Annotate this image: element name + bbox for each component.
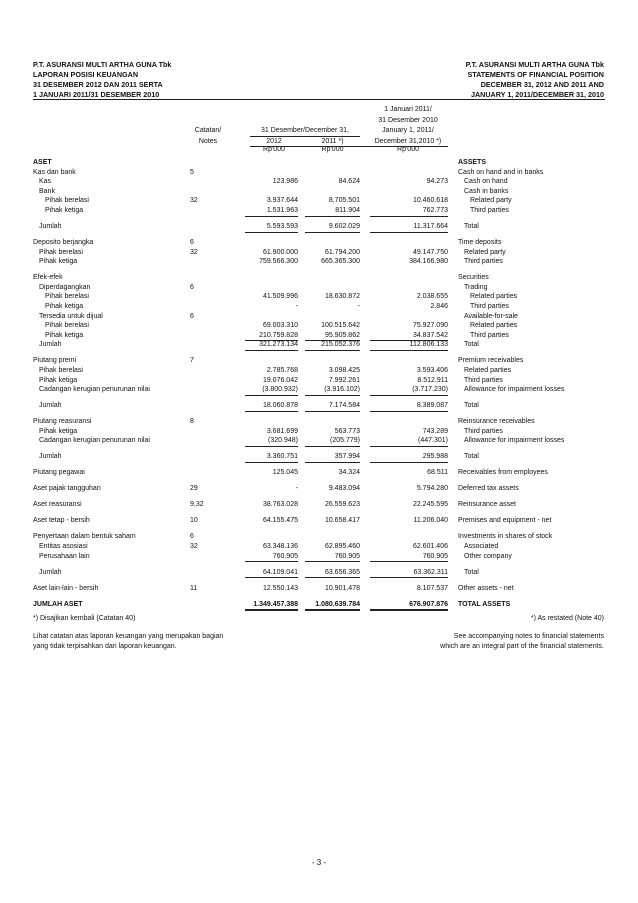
value-2010: 5.794.280	[416, 485, 448, 493]
value-2010: 34.837.542	[370, 331, 448, 342]
row-label-id: Pihak ketiga	[39, 376, 78, 384]
value-2012: -	[295, 303, 298, 310]
value-2010: (3.717.230)	[370, 385, 448, 396]
row-label-id: Kas	[39, 178, 52, 186]
row-label-id: Pihak ketiga	[45, 331, 84, 339]
value-2011: (205.779)	[305, 436, 360, 447]
value-2012: (320.948)	[245, 436, 298, 447]
notes-column-header	[183, 126, 233, 147]
value-2011: 10.901.478	[324, 584, 360, 592]
value-2010: 75.927.090	[412, 322, 448, 330]
jan1-header-line: December 31,2010 *)	[374, 137, 442, 145]
row-label-en: Other company	[464, 552, 512, 560]
row-note: 8	[190, 418, 194, 426]
value-2010: 8.512.911	[417, 376, 448, 384]
row-label-en: Deferred tax assets	[458, 485, 519, 493]
row-label-id: Tersedia untuk dijual	[39, 312, 103, 320]
row-note: 32	[190, 248, 198, 256]
row-note: 6	[190, 283, 194, 291]
row-label-id: Jumlah	[39, 453, 62, 461]
row-label-id: Cadangan kerugian penurunan nilai	[39, 386, 150, 394]
row-note: 11	[190, 584, 198, 592]
value-2011: 563.773	[334, 427, 360, 435]
value-2012: 1.531.963	[245, 206, 298, 217]
value-2012: 321.273.134	[245, 340, 298, 351]
row-label-en: Premium receivables	[458, 357, 524, 365]
value-2012: 125.045	[272, 469, 298, 477]
value-2011: 26.559.623	[324, 501, 360, 509]
row-label-id: Piutang premi	[33, 357, 77, 365]
notes-ref-line: which are an integral part of the financial statements.	[440, 643, 604, 650]
notes-ref-line: See accompanying notes to financial statements	[453, 633, 604, 640]
jan1-header-line: January 1, 2011/	[382, 127, 434, 134]
value-2011: 7.992.261	[328, 376, 360, 384]
value-2012: 41.509.996	[262, 293, 298, 301]
row-label-en: Cash on hand and in banks	[458, 168, 544, 176]
value-2011: 34.324	[338, 469, 360, 477]
value-2011: 100.515.642	[321, 322, 360, 330]
row-label-id: Jumlah	[39, 402, 62, 410]
value-2012: 64.155.475	[262, 517, 298, 525]
row-label-en: Reinsurance asset	[458, 501, 516, 509]
row-label-id: Jumlah	[39, 568, 62, 576]
row-label-en: Third parties	[464, 427, 503, 435]
value-2011: 9.602.029	[305, 222, 360, 233]
year-2011-header: 2011 *)	[321, 137, 344, 145]
row-label-id: Pihak berelasi	[39, 367, 83, 374]
row-label-en: Time deposits	[458, 239, 502, 246]
value-2011: 18.630.872	[324, 293, 360, 301]
value-2010: 384.166.980	[409, 258, 448, 266]
row-label-id: Pihak ketiga	[39, 258, 78, 266]
row-label-id: Jumlah	[39, 223, 62, 230]
row-label-en: Associated	[464, 543, 499, 550]
value-2011: 665.365.300	[321, 258, 360, 266]
row-label-id: ASET	[33, 159, 52, 166]
row-label-en: Third parties	[464, 376, 503, 384]
value-2010: 8.389.087	[370, 401, 448, 412]
row-note: 10	[190, 517, 198, 525]
notes-reference-id	[33, 632, 223, 652]
value-2011: 8.705.501	[328, 197, 360, 205]
value-2010: 295.988	[370, 452, 448, 463]
row-label-id: Perusahaan lain	[39, 552, 90, 560]
dec31-underline	[250, 136, 360, 137]
notes-header-line: Catatan/	[194, 127, 222, 134]
row-label-id: Pihak berelasi	[45, 293, 89, 301]
row-label-en: Related parties	[464, 367, 512, 374]
value-2012: 1.349.457.388	[245, 600, 298, 612]
header-left-line: 1 JANUARI 2011/31 DESEMBER 2010	[33, 90, 160, 99]
value-2012: 3.681.699	[266, 427, 298, 435]
row-note: 32	[190, 543, 198, 550]
value-2011: 811.904	[305, 206, 360, 217]
value-2011: 215.052.376	[305, 340, 360, 351]
row-label-id: JUMLAH ASET	[33, 600, 83, 608]
value-2011: (3.916.102)	[305, 385, 360, 396]
row-label-en: Securities	[458, 274, 489, 282]
row-label-id: Kas dan bank	[33, 168, 76, 176]
row-label-id: Pihak ketiga	[39, 427, 78, 435]
value-2011: 1.080.639.784	[305, 600, 360, 612]
row-label-en: Allowance for impairment losses	[464, 386, 565, 394]
header-left	[33, 60, 171, 100]
row-label-id: Efek-efek	[33, 274, 63, 282]
value-2010: 8.107.537	[416, 584, 448, 592]
row-label-id: Piutang reasuransi	[33, 418, 92, 426]
page-number: - 3 -	[311, 858, 327, 867]
row-label-id: Pihak berelasi	[39, 248, 83, 256]
value-2010: (447.301)	[370, 436, 448, 447]
value-2010: 94.273	[426, 178, 448, 186]
row-note: 32	[190, 197, 198, 205]
value-2012: 3.360.751	[245, 452, 298, 463]
row-label-id: Aset tetap - bersih	[33, 517, 90, 525]
value-2011: 95.905.862	[305, 331, 360, 342]
row-label-en: Other assets - net	[458, 584, 514, 592]
value-2010: 2.038.655	[416, 293, 448, 301]
value-2012: 38.763.028	[262, 501, 298, 509]
restated-note-id: *) Disajikan kembali (Catatan 40)	[33, 615, 136, 622]
value-2012: 61.900.000	[262, 248, 298, 256]
notes-header-line: Notes	[198, 137, 218, 145]
value-2011: 9.483.094	[328, 485, 360, 493]
row-label-en: Reinsurance receivables	[458, 418, 535, 426]
row-label-en: Premises and equipment - net	[458, 517, 552, 525]
row-label-en: Available-for-sale	[464, 312, 518, 320]
header-right-line: DECEMBER 31, 2012 AND 2011 AND	[480, 80, 604, 89]
row-label-en: Related party	[464, 248, 506, 256]
value-2012: 759.566.300	[259, 258, 298, 266]
jan1-header	[368, 105, 448, 147]
row-note: 6	[190, 239, 194, 246]
row-note: 7	[190, 357, 194, 365]
value-2012: 64.109.041	[245, 568, 298, 579]
value-2011: 760.905	[305, 552, 360, 563]
value-2011: 10.658.417	[324, 517, 360, 525]
row-label-id: Pihak berelasi	[45, 197, 89, 205]
header-left-line: P.T. ASURANSI MULTI ARTHA GUNA Tbk	[33, 60, 172, 69]
row-label-en: Cash in banks	[464, 187, 509, 195]
unit-2010: Rp'000	[397, 146, 419, 153]
value-2012: 5.593.593	[245, 222, 298, 233]
unit-2011: Rp'000	[321, 146, 344, 153]
row-label-id: Piutang pegawai	[33, 469, 85, 477]
row-label-en: Third parties	[470, 331, 509, 339]
row-label-id: Aset lain-lain - bersih	[33, 584, 99, 592]
value-2010: 49.147.750	[412, 248, 448, 256]
value-2012: -	[295, 485, 298, 493]
year-2012-header: 2012	[266, 137, 282, 145]
row-label-id: Diperdagangkan	[39, 283, 91, 291]
years-underline	[250, 146, 448, 147]
row-label-id: Entitas asosiasi	[39, 543, 88, 550]
row-label-id: Pihak ketiga	[45, 207, 84, 214]
value-2012: 210.759.828	[245, 331, 298, 342]
value-2011: -	[357, 303, 360, 310]
value-2012: 19.076.042	[262, 376, 298, 384]
row-label-en: ASSETS	[458, 159, 487, 166]
row-label-en: Total	[464, 402, 479, 410]
row-note: 6	[190, 533, 194, 541]
row-label-en: Investments in shares of stock	[458, 533, 553, 541]
row-note: 9,32	[190, 501, 204, 509]
value-2011: 3.098.425	[328, 367, 360, 374]
value-2012: 123.986	[272, 178, 298, 186]
notes-ref-line: yang tidak terpisahkan dari laporan keuangan.	[33, 643, 177, 650]
value-2010: 760.905	[370, 552, 448, 563]
value-2011: 7.174.584	[305, 401, 360, 412]
header-left-line: LAPORAN POSISI KEUANGAN	[33, 70, 139, 79]
value-2010: 762.773	[370, 206, 448, 217]
row-label-id: Cadangan kerugian penurunan nilai	[39, 437, 150, 445]
value-2010: 62.601.406	[412, 543, 448, 550]
value-2012: 63.348.136	[262, 543, 298, 550]
value-2010: 2.846	[430, 303, 448, 310]
row-label-en: Trading	[464, 283, 488, 291]
value-2011: 63.656.365	[305, 568, 360, 579]
header-left-line: 31 DESEMBER 2012 DAN 2011 SERTA	[33, 80, 163, 89]
row-label-en: Total	[464, 341, 479, 349]
dec31-header: 31 Desember/December 31,	[261, 127, 349, 134]
row-label-en: Total	[464, 568, 479, 576]
value-2010: 63.362.311	[370, 568, 448, 579]
value-2010: 68.511	[427, 469, 448, 477]
value-2010: 11.206.040	[413, 517, 448, 525]
row-label-id: Deposito berjangka	[33, 239, 94, 246]
row-label-id: Pihak berelasi	[45, 322, 89, 330]
row-label-en: Related party	[470, 197, 512, 205]
row-label-en: Total	[464, 453, 479, 461]
row-label-id: Penyertaan dalam bentuk saham	[33, 533, 136, 541]
row-label-id: Bank	[39, 187, 55, 195]
value-2010: 3.593.406	[416, 367, 448, 374]
row-label-id: Jumlah	[39, 341, 62, 349]
value-2011: 61.794.200	[324, 248, 360, 256]
row-label-en: TOTAL ASSETS	[458, 600, 511, 608]
notes-reference-en	[440, 632, 604, 652]
header-right-line: P.T. ASURANSI MULTI ARTHA GUNA Tbk	[465, 60, 604, 69]
row-label-en: Related parties	[470, 322, 518, 330]
header-right-line: JANUARY 1, 2011/DECEMBER 31, 2010	[470, 90, 604, 99]
row-label-en: Total	[464, 223, 479, 230]
header-right-line: STATEMENTS OF FINANCIAL POSITION	[467, 70, 604, 79]
header-right	[466, 60, 604, 100]
header-rule	[33, 99, 605, 100]
value-2010: 22.245.595	[412, 501, 448, 509]
jan1-header-line: 31 Desember 2010	[378, 116, 438, 124]
jan1-header-line: 1 Januari 2011/	[384, 106, 432, 113]
row-label-en: Third parties	[470, 207, 509, 214]
value-2010: 676.907.876	[370, 600, 448, 612]
row-label-en: Cash on hand	[464, 178, 508, 186]
row-label-en: Related parties	[470, 293, 518, 301]
row-note: 6	[190, 312, 194, 320]
value-2012: 69.003.310	[262, 322, 298, 330]
value-2012: 3.937.644	[266, 197, 298, 205]
value-2010: 11.317.664	[370, 222, 448, 233]
restated-note-en: *) As restated (Note 40)	[530, 615, 604, 622]
row-note: 5	[190, 168, 194, 176]
value-2011: 84.624	[338, 178, 360, 186]
value-2012: (3.800.932)	[245, 385, 298, 396]
row-note: 29	[190, 485, 198, 493]
value-2012: 760.905	[245, 552, 298, 563]
value-2012: 2.785.768	[266, 367, 298, 374]
value-2011: 357.994	[305, 452, 360, 463]
row-label-id: Pihak ketiga	[45, 303, 84, 310]
value-2012: 18.060.878	[245, 401, 298, 412]
row-label-id: Aset pajak tangguhan	[33, 485, 101, 493]
value-2011: 62.895.460	[324, 543, 360, 550]
notes-ref-line: Lihat catatan atas laporan keuangan yang merupakan bagian	[33, 633, 224, 640]
row-label-en: Allowance for impairment losses	[464, 437, 565, 445]
value-2010: 112.806.133	[370, 340, 448, 351]
value-2012: 12.550.143	[262, 584, 298, 592]
value-2010: 10.460.618	[412, 197, 448, 205]
row-label-en: Receivables from employees	[458, 469, 548, 477]
row-label-en: Third parties	[464, 258, 503, 266]
unit-2012: Rp'000	[263, 146, 285, 153]
row-label-id: Aset reasuransi	[33, 501, 82, 509]
value-2010: 743.289	[422, 427, 448, 435]
row-label-en: Third parties	[470, 303, 509, 310]
